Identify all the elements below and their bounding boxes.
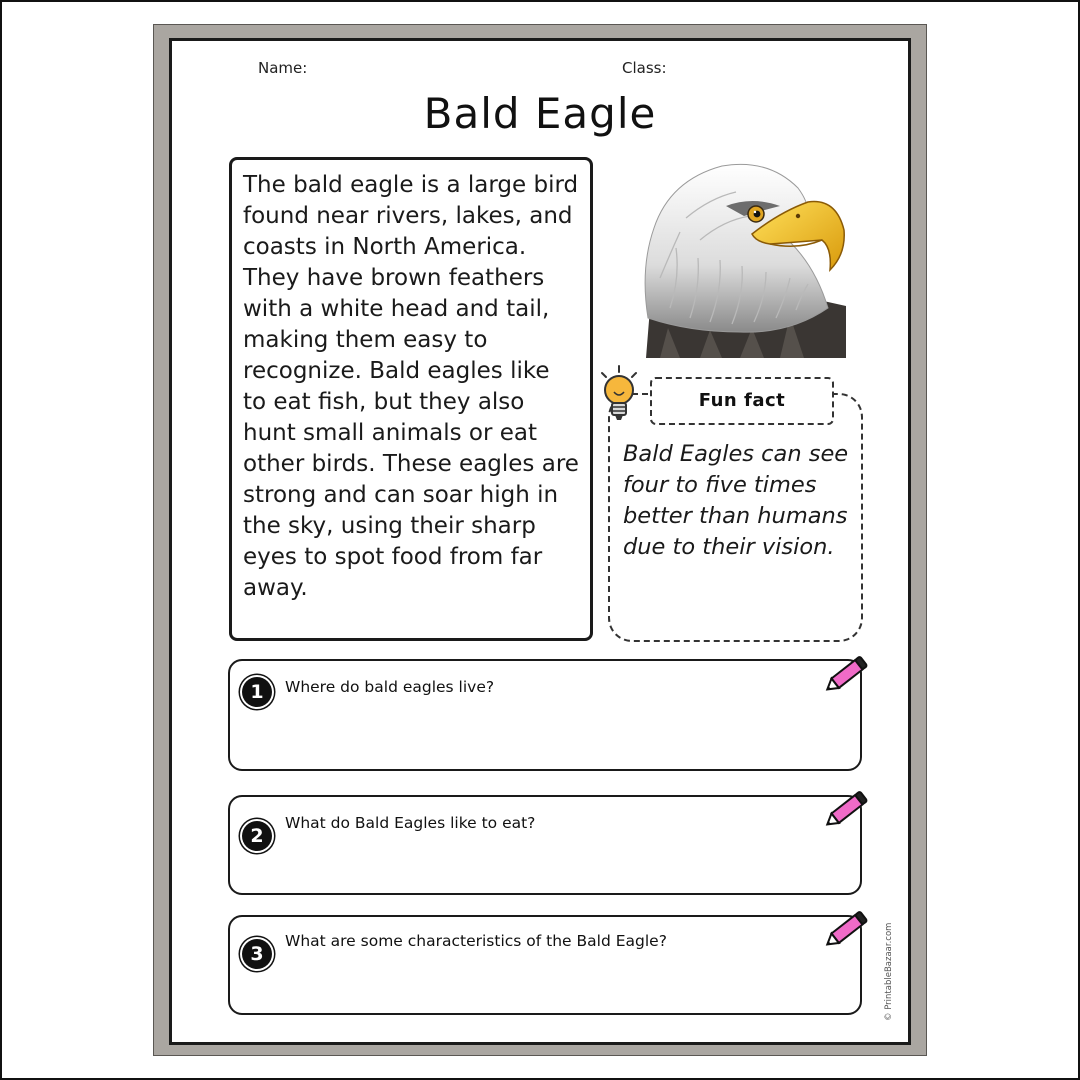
- answer-box-2[interactable]: [228, 795, 862, 895]
- question-number-3: 3: [242, 939, 272, 969]
- watermark: © PrintableBazaar.com: [884, 922, 894, 1021]
- pencil-icon: [822, 651, 872, 697]
- fun-fact-label: Fun fact: [650, 377, 834, 425]
- passage-text: The bald eagle is a large bird found near rivers, lakes, and coasts in North America. They have brown feathers with a white head and tail, making them easy to recognize. Bald eagles like to eat fish, but they also hunt small animals or eat other birds. These eagles are strong and can soar high in the sky, using their sharp eyes to spot food from far away.: [243, 172, 579, 601]
- bald-eagle-illustration: [640, 158, 846, 358]
- fun-fact-box: [608, 393, 863, 642]
- worksheet: [169, 38, 911, 1045]
- pencil-icon: [822, 786, 872, 832]
- page-title: Bald Eagle: [423, 89, 657, 138]
- pencil-icon: [822, 906, 872, 952]
- question-number-1: 1: [242, 677, 272, 707]
- answer-box-3[interactable]: [228, 915, 862, 1015]
- question-text-3: What are some characteristics of the Bald Eagle?: [285, 932, 667, 950]
- question-number-2: 2: [242, 821, 272, 851]
- passage-box: [229, 157, 593, 641]
- answer-box-1[interactable]: [228, 659, 862, 771]
- name-label: Name:: [258, 59, 308, 77]
- lightbulb-icon: [596, 364, 642, 426]
- question-text-1: Where do bald eagles live?: [285, 678, 495, 696]
- question-text-2: What do Bald Eagles like to eat?: [285, 814, 536, 832]
- fun-fact-text: Bald Eagles can see four to five times better than humans due to their vision.: [623, 441, 849, 560]
- class-label: Class:: [622, 59, 667, 77]
